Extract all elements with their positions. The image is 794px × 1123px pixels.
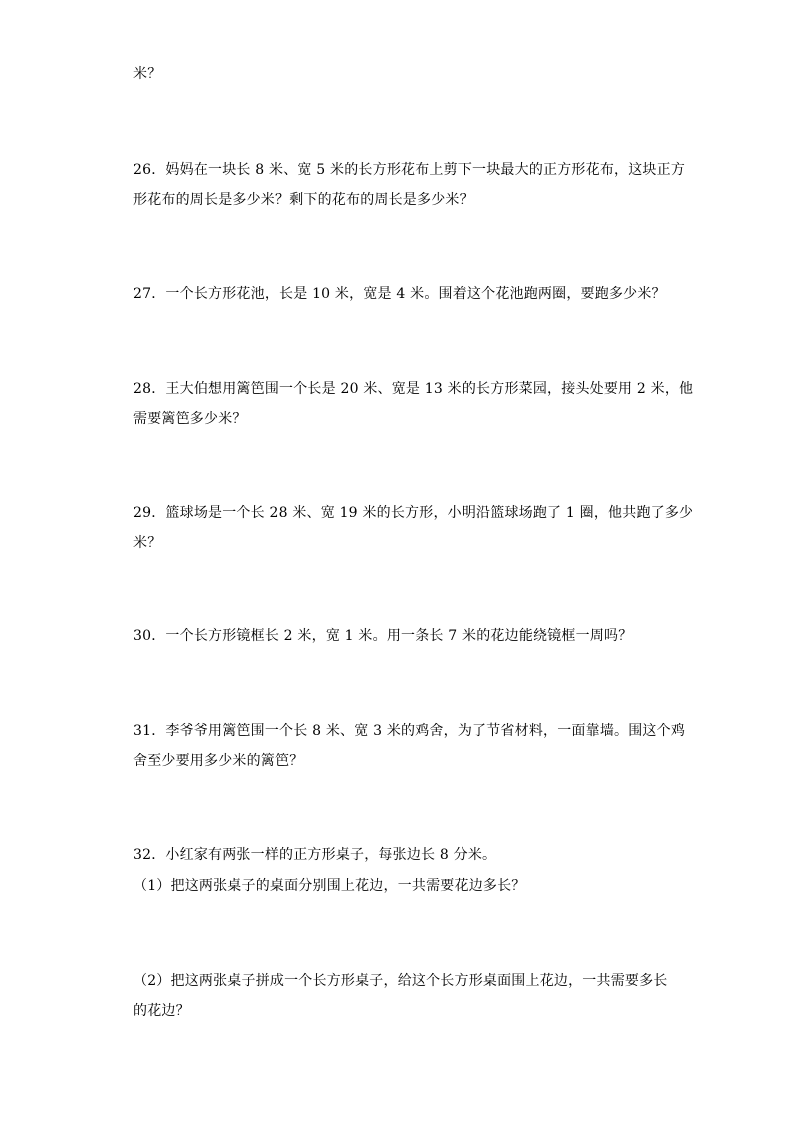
question-32-part-2-line-2: 的花边？ <box>133 1003 190 1019</box>
question-28-line-2: 需要篱笆多少米？ <box>133 411 247 427</box>
question-29-line-1: 29．篮球场是一个长 28 米、宽 19 米的长方形，小明沿篮球场跑了 1 圈，他共跑了多少 <box>133 505 694 521</box>
question-28-line-1: 28．王大伯想用篱笆围一个长是 20 米、宽是 13 米的长方形菜园，接头处要用 2 米，他 <box>133 381 694 397</box>
question-26-line-1: 26．妈妈在一块长 8 米、宽 5 米的长方形花布上剪下一块最大的正方形花布，这块正方 <box>133 162 686 178</box>
question-31-line-1: 31．李爷爷用篱笆围一个长 8 米、宽 3 米的鸡舍，为了节省材料，一面靠墙。围这个鸡 <box>133 723 686 739</box>
question-30: 30．一个长方形镜框长 2 米，宽 1 米。用一条长 7 米的花边能绕镜框一周吗？ <box>133 628 633 644</box>
q25-continuation: 米？ <box>133 66 162 82</box>
question-31-line-2: 舍至少要用多少米的篱笆？ <box>133 753 304 769</box>
question-29-line-2: 米？ <box>133 535 162 551</box>
question-26-line-2: 形花布的周长是多少米？剩下的花布的周长是多少米？ <box>133 192 474 208</box>
question-27: 27．一个长方形花池，长是 10 米，宽是 4 米。围着这个花池跑两圈，要跑多少米？ <box>133 286 666 302</box>
question-32-part-2-line-1: （2）把这两张桌子拼成一个长方形桌子，给这个长方形桌面围上花边，一共需要多长 <box>133 973 668 989</box>
question-32: 32．小红家有两张一样的正方形桌子，每张边长 8 分米。 <box>133 847 497 863</box>
question-32-part-1: （1）把这两张桌子的桌面分别围上花边，一共需要花边多长？ <box>133 878 526 894</box>
